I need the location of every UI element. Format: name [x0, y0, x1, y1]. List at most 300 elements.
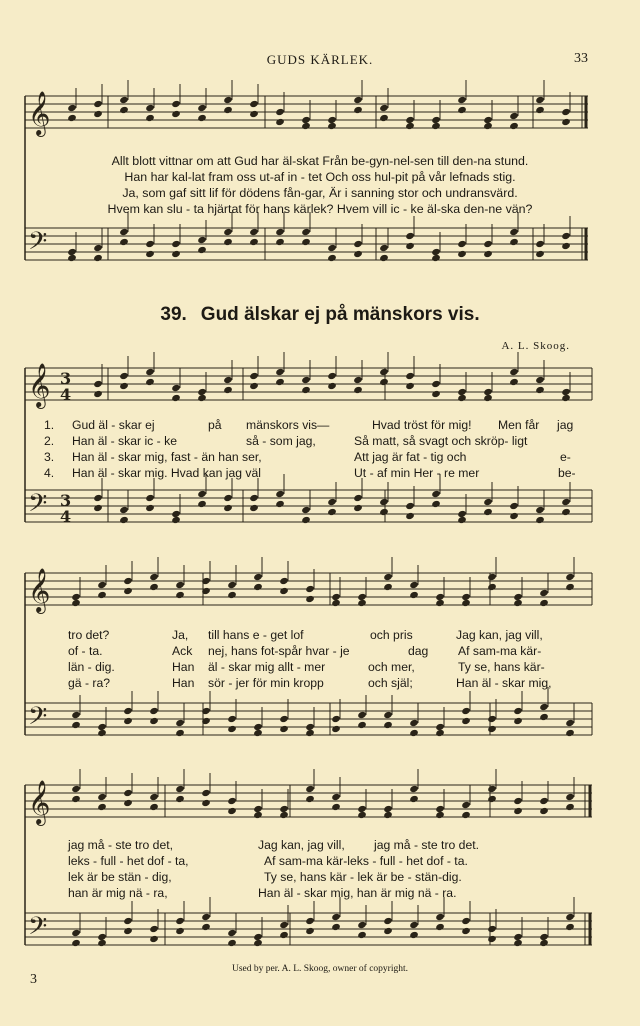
note-head	[461, 927, 471, 935]
note-head	[353, 240, 363, 248]
bass-clef-icon: 𝄢	[28, 489, 48, 524]
note-head	[201, 789, 211, 797]
note-head	[409, 931, 419, 939]
lyric-syllables: Han äl - skar ic - ke	[72, 434, 177, 448]
note-head	[535, 506, 545, 514]
note-head	[561, 498, 571, 506]
note-head	[119, 516, 129, 524]
note-head	[535, 96, 545, 104]
note-head	[71, 721, 81, 729]
note-head	[171, 240, 181, 248]
note-head	[149, 925, 159, 933]
note-head	[565, 793, 575, 801]
note-head	[331, 923, 341, 931]
note-head	[145, 378, 155, 386]
note-head	[253, 729, 263, 737]
note-head	[197, 500, 207, 508]
note-head	[409, 581, 419, 589]
note-head	[461, 801, 471, 809]
note-head	[405, 242, 415, 250]
hymn-title	[0, 304, 640, 326]
note-head	[223, 96, 233, 104]
note-head	[431, 500, 441, 508]
note-head	[149, 573, 159, 581]
note-head	[457, 240, 467, 248]
lyric-syllables: Ty se, hans kär - lek är be - stän-dig.	[264, 870, 462, 884]
note-head	[357, 921, 367, 929]
note-head	[331, 599, 341, 607]
note-head	[487, 935, 497, 943]
note-head	[305, 729, 315, 737]
note-head	[327, 508, 337, 516]
lyric-syllables: Men får	[498, 418, 540, 432]
note-head	[561, 232, 571, 240]
note-head	[565, 573, 575, 581]
lyric-syllables: Han äl - skar mig. Hvad kan jag väl	[72, 466, 261, 480]
note-head	[409, 719, 419, 727]
note-head	[305, 595, 315, 603]
note-head	[405, 122, 415, 130]
note-head	[171, 110, 181, 118]
lyric-syllables: e-	[560, 450, 571, 464]
note-head	[149, 935, 159, 943]
bass-clef-icon: 𝄢	[28, 702, 48, 737]
lyric-syllables: be-	[558, 466, 576, 480]
lyric-line: Hvem kan slu - ta hjärtat för hans kärlek? Hvem vill ic - ke äl-ska den-ne vän?	[107, 202, 533, 216]
note-head	[227, 939, 237, 947]
note-head	[327, 254, 337, 262]
note-head	[509, 228, 519, 236]
note-head	[71, 795, 81, 803]
note-head	[405, 382, 415, 390]
note-head	[119, 96, 129, 104]
note-head	[431, 254, 441, 262]
note-head	[305, 917, 315, 925]
note-head	[379, 498, 389, 506]
note-head	[457, 394, 467, 402]
note-head	[379, 368, 389, 376]
note-head	[201, 913, 211, 921]
note-head	[561, 242, 571, 250]
lyric-syllables: jag må - ste tro det.	[374, 838, 479, 852]
note-head	[561, 508, 571, 516]
note-head	[539, 807, 549, 815]
note-head	[175, 591, 185, 599]
note-head	[535, 250, 545, 258]
note-head	[461, 707, 471, 715]
lyric-syllables: Att jag är fat - tig och	[354, 450, 467, 464]
lyric-syllables: Af sam-ma kär-leks - full - het dof - ta.	[264, 854, 468, 868]
note-head	[535, 376, 545, 384]
note-head	[509, 122, 519, 130]
note-head	[539, 939, 549, 947]
note-head	[275, 108, 285, 116]
note-head	[383, 711, 393, 719]
note-head	[171, 100, 181, 108]
note-head	[535, 516, 545, 524]
lyric-syllables: sör - jer för min kropp	[208, 676, 324, 690]
note-head	[197, 114, 207, 122]
note-head	[145, 368, 155, 376]
note-head	[171, 516, 181, 524]
lyric-line: Allt blott vittnar om att Gud har äl-skat Från be-gyn-nel-sen till den-na stund.	[111, 154, 529, 168]
note-head	[71, 599, 81, 607]
note-head	[565, 913, 575, 921]
note-head	[327, 122, 337, 130]
note-head	[145, 104, 155, 112]
note-head	[301, 122, 311, 130]
bass-clef-icon: 𝄢	[28, 912, 48, 947]
note-head	[301, 516, 311, 524]
note-head	[93, 110, 103, 118]
note-head	[227, 929, 237, 937]
note-head	[457, 106, 467, 114]
note-head	[71, 711, 81, 719]
note-head	[279, 811, 289, 819]
note-head	[97, 793, 107, 801]
note-head	[487, 785, 497, 793]
lyric-syllables: mänskors vis—	[246, 418, 330, 432]
note-head	[435, 811, 445, 819]
note-head	[353, 96, 363, 104]
note-head	[119, 372, 129, 380]
staff-s2-bass	[25, 703, 592, 735]
note-head	[357, 931, 367, 939]
note-head	[253, 573, 263, 581]
note-head	[223, 106, 233, 114]
note-head	[561, 394, 571, 402]
note-head	[487, 925, 497, 933]
lyric-syllables: äl - skar mig allt - mer	[208, 660, 326, 674]
note-head	[457, 96, 467, 104]
note-head	[223, 228, 233, 236]
note-head	[483, 508, 493, 516]
lyric-syllables: och själ;	[368, 676, 413, 690]
note-head	[119, 238, 129, 246]
note-head	[67, 254, 77, 262]
note-head	[249, 110, 259, 118]
note-head	[513, 707, 523, 715]
note-head	[509, 378, 519, 386]
note-head	[431, 390, 441, 398]
note-head	[145, 504, 155, 512]
note-head	[509, 112, 519, 120]
note-head	[513, 797, 523, 805]
note-head	[145, 494, 155, 502]
note-head	[435, 923, 445, 931]
note-head	[461, 599, 471, 607]
note-head	[509, 238, 519, 246]
note-head	[123, 927, 133, 935]
note-head	[461, 717, 471, 725]
lyric-syllables: Hvad tröst för mig!	[372, 418, 472, 432]
note-head	[457, 250, 467, 258]
lyric-line: Han har kal-lat fram oss ut-af in - tet Och oss hul-pit på vår lefnads stig.	[124, 170, 516, 184]
note-head	[279, 725, 289, 733]
lyric-syllables: jag må - ste tro det,	[68, 838, 173, 852]
note-head	[379, 378, 389, 386]
svg-text:3: 3	[60, 491, 72, 510]
note-head	[487, 725, 497, 733]
note-head	[175, 927, 185, 935]
note-head	[435, 729, 445, 737]
note-head	[565, 583, 575, 591]
note-head	[71, 929, 81, 937]
lyric-syllables: och mer,	[368, 660, 415, 674]
note-head	[327, 372, 337, 380]
note-head	[305, 795, 315, 803]
note-head	[409, 729, 419, 737]
svg-text:4: 4	[60, 385, 72, 404]
note-head	[71, 785, 81, 793]
note-head	[175, 795, 185, 803]
note-head	[353, 106, 363, 114]
note-head	[331, 793, 341, 801]
note-head	[123, 799, 133, 807]
note-head	[149, 793, 159, 801]
note-head	[405, 502, 415, 510]
note-head	[119, 382, 129, 390]
note-head	[123, 587, 133, 595]
note-head	[565, 923, 575, 931]
lyric-syllables: län - dig.	[68, 660, 115, 674]
note-head	[487, 573, 497, 581]
composer: A. L. Skoog.	[501, 340, 570, 352]
note-head	[383, 811, 393, 819]
svg-text:4: 4	[60, 507, 72, 526]
lyric-syllables: jag	[557, 418, 574, 432]
note-head	[175, 581, 185, 589]
note-head	[97, 591, 107, 599]
note-head	[97, 803, 107, 811]
footer-mark: 3	[30, 972, 37, 987]
note-head	[93, 494, 103, 502]
note-head	[227, 715, 237, 723]
note-head	[535, 106, 545, 114]
note-head	[383, 573, 393, 581]
verse-number: 3.	[44, 450, 55, 464]
note-head	[383, 917, 393, 925]
note-head	[353, 494, 363, 502]
page-number: 33	[574, 51, 588, 66]
note-head	[561, 108, 571, 116]
note-head	[253, 939, 263, 947]
lyric-syllables: of - ta.	[68, 644, 103, 658]
lyric-syllables: Så matt, så svagt och skröp- ligt	[354, 434, 528, 448]
lyric-line: Ja, som gaf sitt lif för dödens fån-gar, Är i sanning stor och undransvärd.	[122, 186, 518, 200]
note-head	[539, 599, 549, 607]
note-head	[175, 729, 185, 737]
note-head	[353, 504, 363, 512]
note-head	[301, 376, 311, 384]
note-head	[171, 384, 181, 392]
note-head	[197, 246, 207, 254]
note-head	[279, 931, 289, 939]
note-head	[197, 236, 207, 244]
lyric-syllables: Han	[172, 676, 195, 690]
note-head	[327, 498, 337, 506]
lyric-syllables: Jag kan, jag vill,	[456, 628, 543, 642]
note-head	[301, 506, 311, 514]
lyric-syllables: Han äl - skar mig, fast - än han ser,	[72, 450, 262, 464]
note-head	[383, 583, 393, 591]
lyric-syllables: så - som jag,	[246, 434, 316, 448]
note-head	[409, 785, 419, 793]
note-head	[431, 490, 441, 498]
note-head	[171, 250, 181, 258]
note-head	[93, 100, 103, 108]
treble-clef-icon: 𝄞	[28, 780, 51, 824]
note-head	[279, 921, 289, 929]
note-head	[175, 719, 185, 727]
lyric-syllables: han är mig nä - ra,	[68, 886, 168, 900]
note-head	[123, 789, 133, 797]
note-head	[123, 717, 133, 725]
lyric-syllables: Han	[172, 660, 195, 674]
lyric-syllables: Ut - af min Her - re mer	[354, 466, 480, 480]
note-head	[227, 797, 237, 805]
note-head	[327, 382, 337, 390]
note-head	[461, 811, 471, 819]
lyric-syllables: Jag kan, jag vill,	[258, 838, 345, 852]
note-head	[93, 244, 103, 252]
note-head	[149, 717, 159, 725]
note-head	[279, 577, 289, 585]
note-head	[197, 394, 207, 402]
verse-number: 1.	[44, 418, 55, 432]
note-head	[149, 583, 159, 591]
lyric-syllables: lek är be stän - dig,	[68, 870, 172, 884]
hymn-title-text: Gud älskar ej på mänskors vis.	[200, 304, 480, 325]
note-head	[145, 240, 155, 248]
lyric-syllables: på	[208, 418, 222, 432]
note-head	[275, 490, 285, 498]
note-head	[227, 581, 237, 589]
note-head	[431, 380, 441, 388]
note-head	[483, 240, 493, 248]
note-head	[327, 244, 337, 252]
note-head	[565, 729, 575, 737]
note-head	[97, 581, 107, 589]
note-head	[201, 799, 211, 807]
note-head	[227, 807, 237, 815]
note-head	[197, 490, 207, 498]
note-head	[379, 104, 389, 112]
bass-clef-icon: 𝄢	[28, 227, 48, 262]
note-head	[379, 114, 389, 122]
note-head	[275, 378, 285, 386]
note-head	[487, 795, 497, 803]
note-head	[513, 807, 523, 815]
lyric-syllables: Gud äl - skar ej	[72, 418, 155, 432]
note-head	[539, 797, 549, 805]
lyric-syllables: leks - full - het dof - ta,	[68, 854, 189, 868]
note-head	[171, 394, 181, 402]
copyright-note: Used by per. A. L. Skoog, owner of copyright.	[232, 964, 408, 974]
note-head	[357, 721, 367, 729]
note-head	[253, 811, 263, 819]
lyric-syllables: Han äl - skar mig,	[456, 676, 552, 690]
note-head	[379, 244, 389, 252]
note-head	[409, 591, 419, 599]
note-head	[249, 494, 259, 502]
note-head	[535, 240, 545, 248]
note-head	[223, 376, 233, 384]
note-head	[249, 238, 259, 246]
note-head	[275, 238, 285, 246]
note-head	[301, 386, 311, 394]
note-head	[435, 913, 445, 921]
lyric-syllables: och pris	[370, 628, 413, 642]
note-head	[405, 232, 415, 240]
treble-clef-icon: 𝄞	[28, 568, 51, 612]
note-head	[435, 599, 445, 607]
note-head	[357, 811, 367, 819]
note-head	[487, 715, 497, 723]
note-head	[535, 386, 545, 394]
note-head	[513, 717, 523, 725]
note-head	[149, 707, 159, 715]
note-head	[431, 122, 441, 130]
note-head	[483, 498, 493, 506]
verse-number: 4.	[44, 466, 55, 480]
note-head	[353, 250, 363, 258]
note-head	[253, 583, 263, 591]
lyric-syllables: dag	[408, 644, 429, 658]
note-head	[93, 504, 103, 512]
note-head	[249, 100, 259, 108]
note-head	[227, 591, 237, 599]
lyric-syllables: till hans e - get lof	[208, 628, 304, 642]
note-head	[249, 372, 259, 380]
note-head	[145, 114, 155, 122]
note-head	[509, 502, 519, 510]
verse-number: 2.	[44, 434, 55, 448]
note-head	[119, 506, 129, 514]
note-head	[123, 917, 133, 925]
lyric-syllables: tro det?	[68, 628, 110, 642]
note-head	[197, 104, 207, 112]
hymn-number: 39.	[160, 304, 187, 325]
note-head	[93, 380, 103, 388]
note-head	[93, 254, 103, 262]
note-head	[461, 917, 471, 925]
note-head	[331, 803, 341, 811]
note-head	[409, 795, 419, 803]
note-head	[119, 228, 129, 236]
note-head	[97, 729, 107, 737]
note-head	[483, 394, 493, 402]
note-head	[405, 512, 415, 520]
note-head	[301, 228, 311, 236]
note-head	[123, 577, 133, 585]
lyric-syllables: Ack	[172, 644, 193, 658]
page-header-title: GUDS KÄRLEK.	[266, 52, 374, 67]
note-head	[71, 939, 81, 947]
note-head	[223, 386, 233, 394]
note-head	[513, 599, 523, 607]
lyric-syllables: Ty se, hans kär-	[458, 660, 545, 674]
note-head	[305, 785, 315, 793]
note-head	[405, 372, 415, 380]
note-head	[249, 504, 259, 512]
lyric-syllables: Af sam-ma kär-	[458, 644, 542, 658]
note-head	[561, 118, 571, 126]
note-head	[565, 719, 575, 727]
note-head	[331, 725, 341, 733]
note-head	[353, 386, 363, 394]
treble-clef-icon: 𝄞	[28, 91, 51, 135]
